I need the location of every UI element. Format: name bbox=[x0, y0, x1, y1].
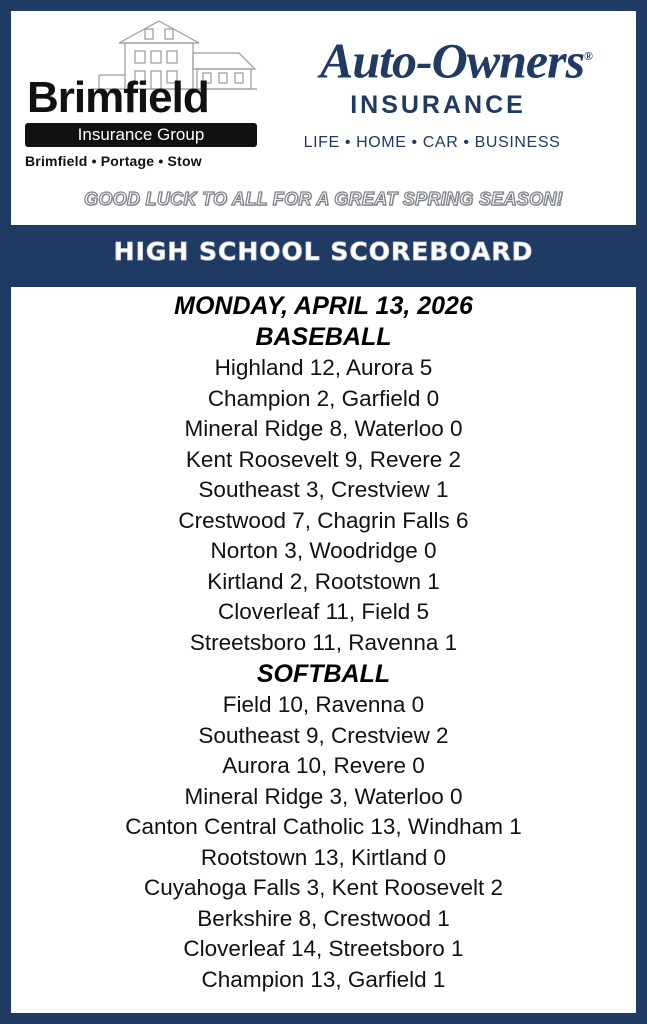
section-title-baseball: BASEBALL bbox=[255, 323, 392, 351]
brimfield-locations: Brimfield • Portage • Stow bbox=[25, 153, 202, 169]
brimfield-group: Insurance Group bbox=[25, 123, 257, 147]
score-line: Champion 13, Garfield 1 bbox=[201, 966, 446, 992]
softball-results bbox=[11, 690, 636, 995]
score-line: Kirtland 2, Rootstown 1 bbox=[207, 568, 440, 594]
game-date: MONDAY, APRIL 13, 2026 bbox=[174, 292, 473, 320]
brimfield-name: Brimfield bbox=[27, 73, 209, 122]
section-title-softball: SOFTBALL bbox=[256, 660, 391, 688]
header-band bbox=[11, 225, 636, 287]
auto-owners-name: Auto-Owners bbox=[319, 32, 585, 89]
score-line: Cloverleaf 14, Streetsboro 1 bbox=[183, 936, 464, 961]
score-line: Highland 12, Aurora 5 bbox=[214, 355, 433, 380]
baseball-results bbox=[11, 353, 636, 658]
auto-owners-insurance: INSURANCE bbox=[350, 90, 526, 119]
score-line: Norton 3, Woodridge 0 bbox=[210, 538, 437, 563]
score-line: Mineral Ridge 3, Waterloo 0 bbox=[184, 783, 463, 809]
scores-content bbox=[11, 287, 636, 995]
brimfield-logo bbox=[25, 75, 265, 169]
sponsor-banner bbox=[11, 11, 636, 237]
auto-owners-logo bbox=[281, 27, 631, 152]
auto-owners-tagline: LIFE • HOME • CAR • BUSINESS bbox=[303, 133, 561, 151]
score-line: Champion 2, Garfield 0 bbox=[207, 385, 440, 411]
score-line: Cuyahoga Falls 3, Kent Roosevelt 2 bbox=[144, 875, 503, 900]
score-line: Southeast 9, Crestview 2 bbox=[198, 722, 449, 748]
score-line: Crestwood 7, Chagrin Falls 6 bbox=[178, 507, 469, 533]
score-line: Canton Central Catholic 13, Windham 1 bbox=[125, 814, 522, 839]
score-line: Cloverleaf 11, Field 5 bbox=[218, 599, 429, 624]
score-line: Rootstown 13, Kirtland 0 bbox=[200, 844, 447, 870]
score-line: Aurora 10, Revere 0 bbox=[222, 753, 425, 778]
page-title: HIGH SCHOOL SCOREBOARD bbox=[113, 237, 534, 266]
scoreboard-panel bbox=[11, 11, 636, 1013]
score-line: Southeast 3, Crestview 1 bbox=[198, 477, 449, 502]
good-luck-message: GOOD LUCK TO ALL FOR A GREAT SPRING SEASON! bbox=[84, 189, 563, 209]
score-line: Mineral Ridge 8, Waterloo 0 bbox=[184, 416, 463, 441]
score-line: Streetsboro 11, Ravenna 1 bbox=[189, 629, 458, 655]
score-line: Berkshire 8, Crestwood 1 bbox=[197, 905, 450, 931]
score-line: Field 10, Ravenna 0 bbox=[222, 692, 425, 717]
registered-mark: ® bbox=[584, 49, 593, 63]
score-line: Kent Roosevelt 9, Revere 2 bbox=[185, 446, 462, 472]
